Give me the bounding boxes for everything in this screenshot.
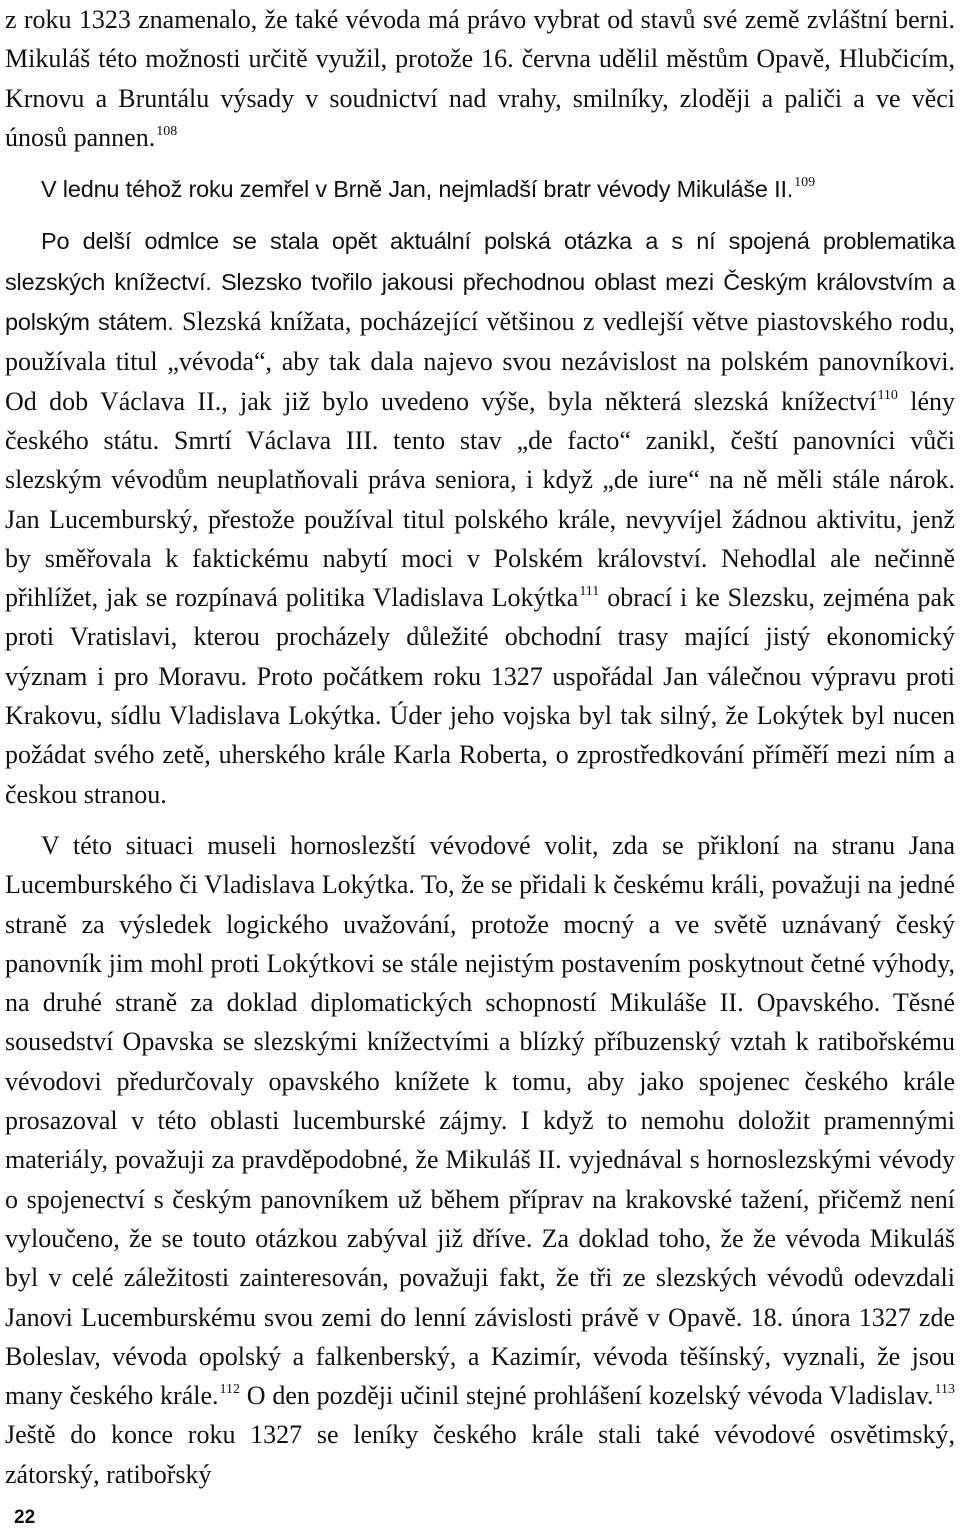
paragraph-p1 (5, 0, 955, 157)
text-run: z roku 1323 znamenalo, že také vévoda má právo vybrat od stavů své země zvláštní berni. Mikuláš této možnosti určitě využil, protože 16. června udělil městům Opavě, Hlubčicím, Krnovu a Bruntálu výsady v soudnictví nad vrahy, smilníky, zloději a paliči a ve věci únosů pannen. (5, 5, 955, 152)
text-run: Ještě do konce roku 1327 se leníky českého krále stali také vévodové osvětimský, zátorský, ratibořský (5, 1420, 955, 1489)
text-run: Po delší odmlce se stala opět aktuální polská otázka a s ní spojená problematika slezských knížectví. Slezsko tvořilo jakousi přechodnou oblast mezi Českým královstvím a polským státem. (5, 228, 955, 336)
footnote-ref: 112 (219, 1382, 241, 1398)
paragraph-p4 (5, 826, 955, 1494)
paragraph-p2 (5, 169, 955, 209)
document-page (5, 0, 955, 1494)
footnote-ref: 108 (156, 123, 178, 139)
text-run: Slezská knížata, pocházející většinou z vedlejší větve piastovského rodu, používala titul „vévoda“, aby tak dala najevo svou nezávislost na polském panovníkovi. Od dob Václava II., jak již bylo uvedeno výše, byla některá slezská knížectví (5, 307, 955, 416)
text-run: V této situaci museli hornoslezští vévodové volit, zda se přikloní na stranu Jana Lucemburského či Vladislava Lokýtka. To, že se přidali k českému králi, považuji na jedné straně za výsledek logického uvažování, protože mocný a ve světě uznávaný český panovník jim mohl proti Lokýtkovi se stále nejistým postavením poskytnout četné výhody, na druhé straně za doklad diplomatických schopností Mikuláše II. Opavského. Těsné sousedství Opavska se slezskými knížectvími a blízký příbuzenský vztah k ratibořskému vévodovi předurčovaly opavského knížete k tomu, aby jako spojenec českého krále prosazoval v této oblasti lucemburské zájmy. I když to nemohu doložit pramennými materiály, považuji za pravděpodobné, že Mikuláš II. vyjednával s hornoslezskými vévody o spojenectví s českým panovníkem už během příprav na krakovské tažení, přičemž není vyloučeno, že se touto otázkou zabýval již dříve. Za doklad toho, že že vévoda Mikuláš byl v celé záležitosti zainteresován, považuji fakt, že tři ze slezských vévodů odevzdali Janovi Lucemburskému svou zemi do lenní závislosti právě v Opavě. 18. února 1327 zde Boleslav, vévoda opolský a falkenberský, a Kazimír, vévoda těšínský, vyznali, že jsou many českého krále. (5, 830, 955, 1411)
text-run: obrací i ke Slezsku, zejména pak proti Vratislavi, kterou procházely důležité obchodní trasy mající jistý ekonomický význam i pro Moravu. Proto počátkem roku 1327 uspořádal Jan válečnou výpravu proti Krakovu, sídlu Vladislava Lokýtka. Úder jeho vojska byl tak silný, že Lokýtek byl nucen požádat svého zetě, uherského krále Karla Roberta, o zprostředkování příměří mezi ním a českou stranou. (5, 583, 955, 809)
footnote-ref: 110 (877, 387, 898, 403)
footnote-ref: 113 (934, 1382, 955, 1398)
text-run: lény českého státu. Smrtí Václava III. tento stav „de facto“ zanikl, čeští panovníci vůči slezským vévodům neuplatňovali práva seniora, i když „de iure“ na ně měli stále nárok. Jan Lucemburský, přestože používal titul polského krále, nevyvíjel žádnou aktivitu, jenž by směřovala k faktickému nabytí moci v Polském království. Nehodlal ale nečinně přihlížet, jak se rozpínavá politika Vladislava Lokýtka (5, 386, 956, 613)
page-number: 22 (14, 1507, 36, 1528)
text-run: O den později učinil stejné prohlášení kozelský vévoda Vladislav. (240, 1381, 934, 1411)
footnote-ref: 111 (579, 584, 600, 600)
paragraph-p3 (5, 221, 955, 813)
footnote-ref: 109 (794, 175, 816, 191)
text-run: V lednu téhož roku zemřel v Brně Jan, nejmladší bratr vévody Mikuláše II. (41, 176, 794, 203)
